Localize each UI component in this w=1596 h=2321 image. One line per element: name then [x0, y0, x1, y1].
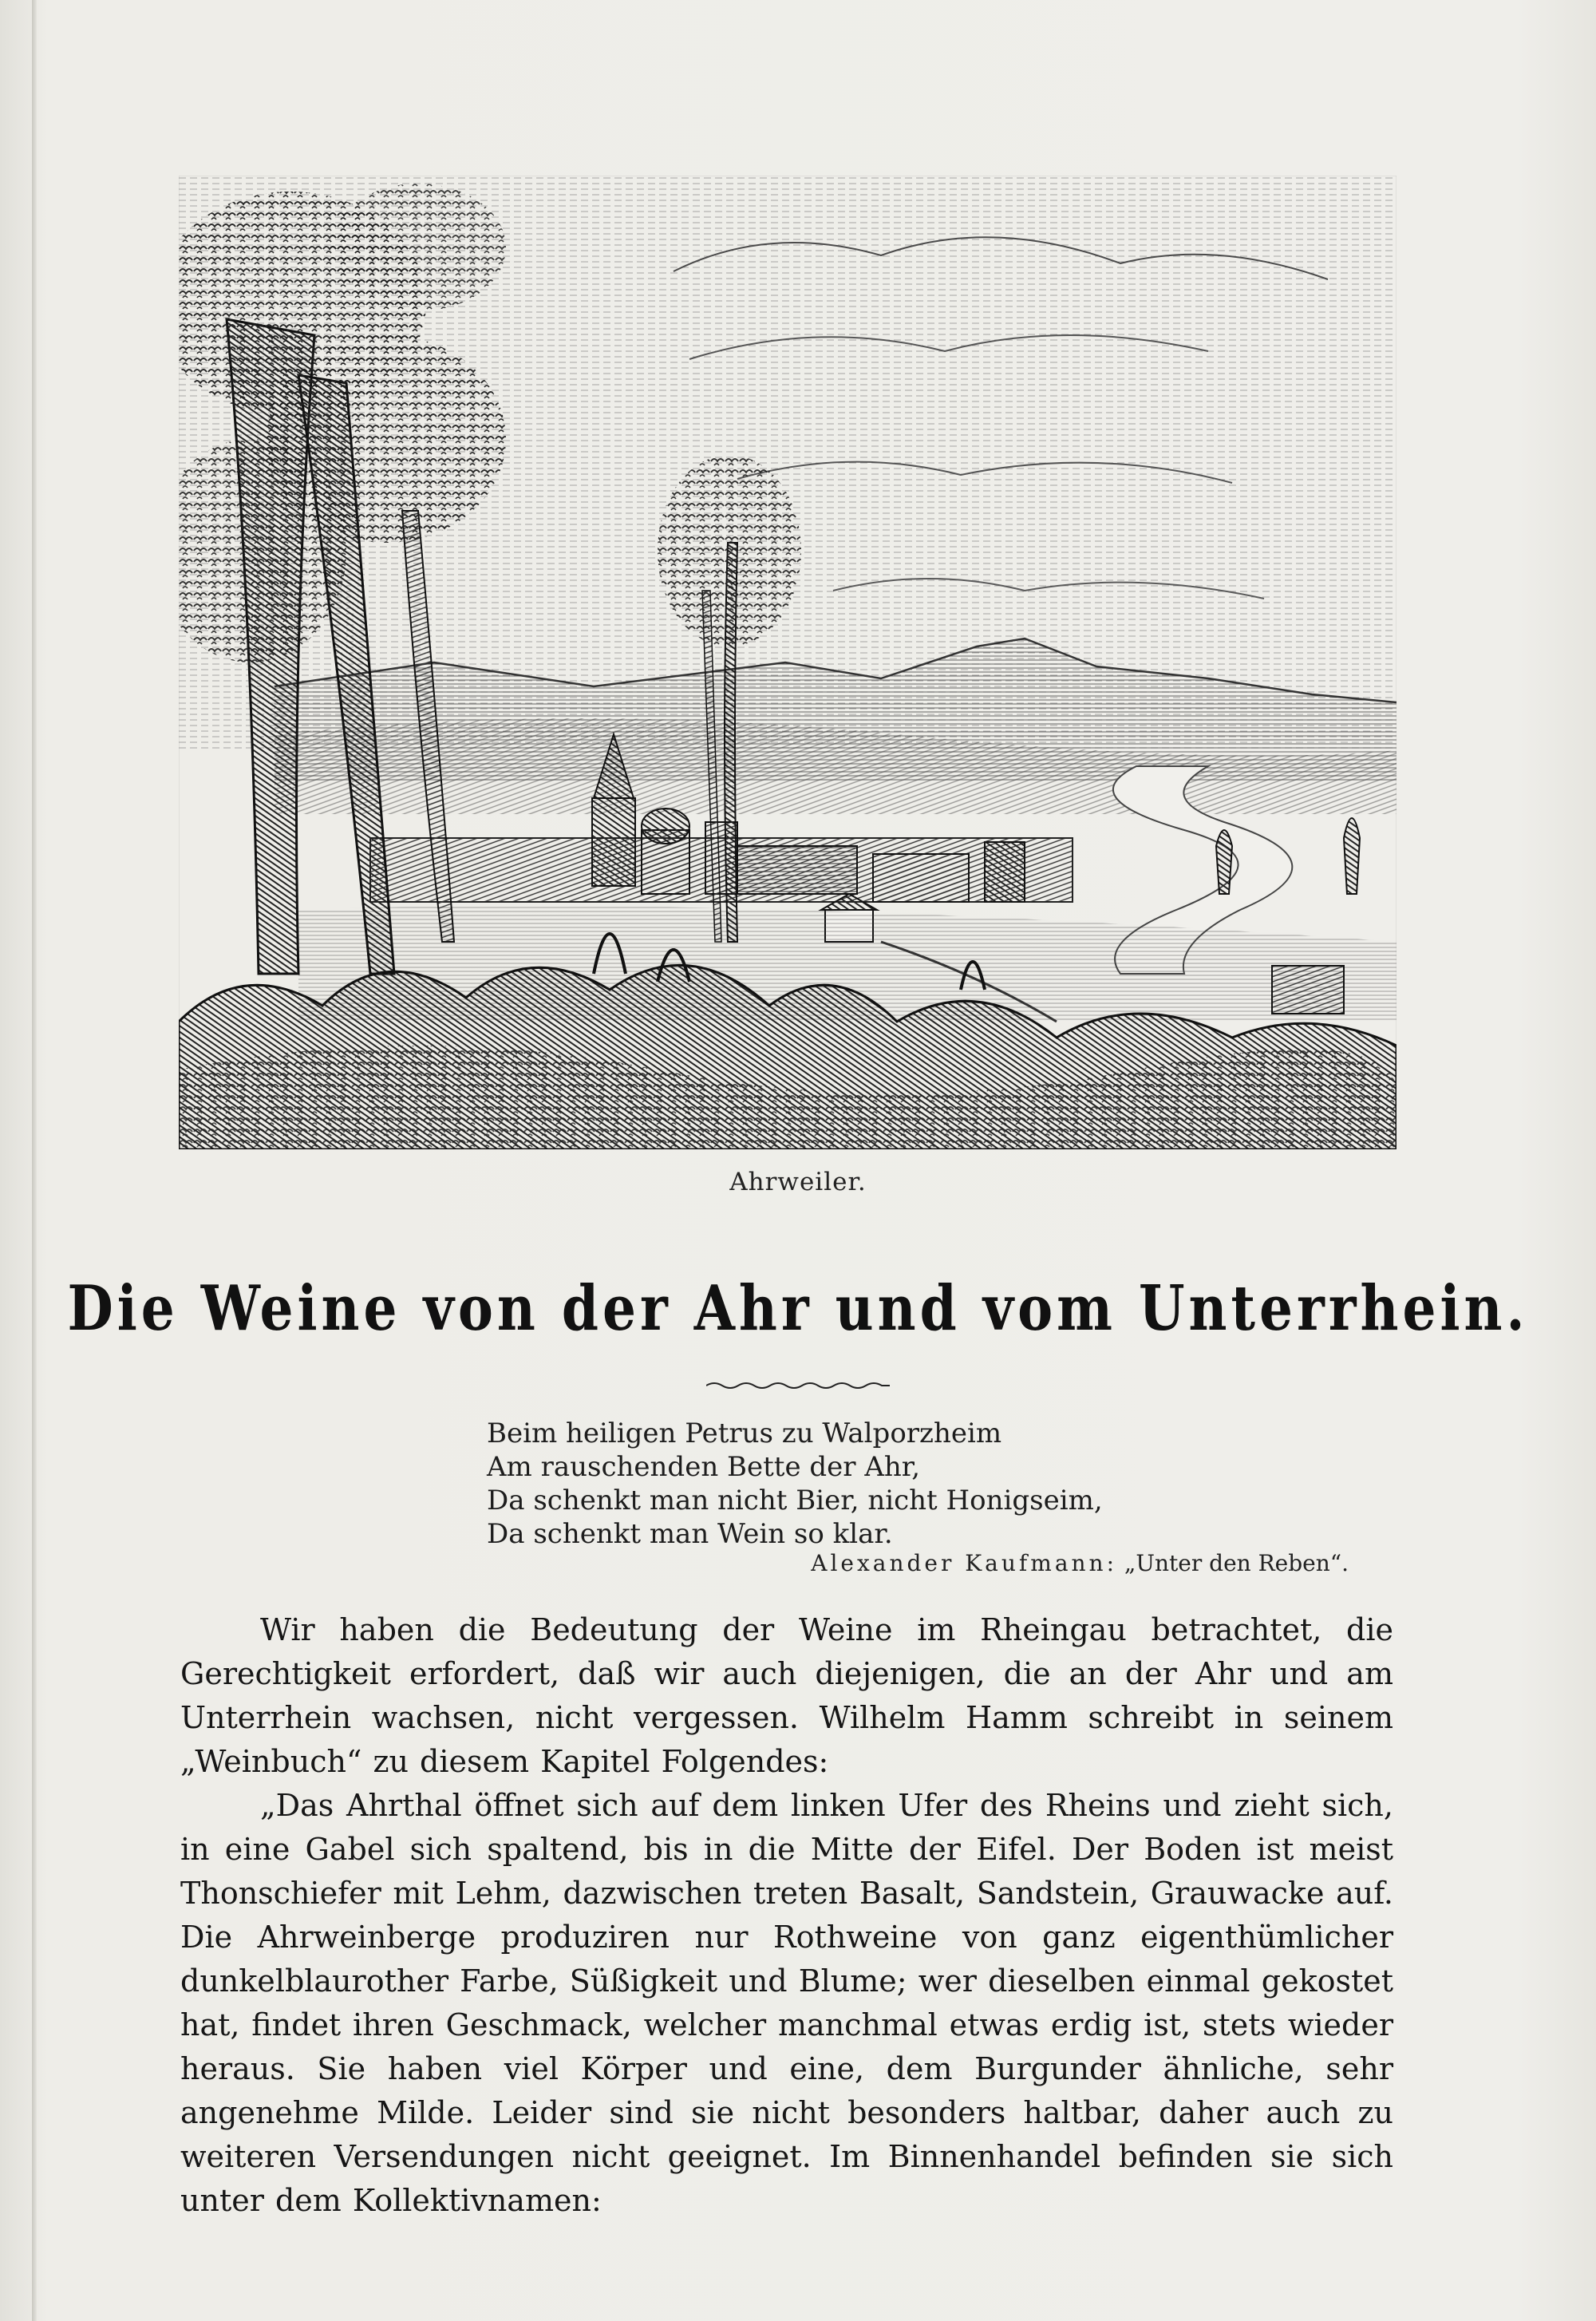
body-text [180, 1608, 1393, 2223]
verse-line: Da schenkt man nicht Bier, nicht Honigseim, [487, 1485, 1103, 1516]
verse-line: Beim heiligen Petrus zu Walporzheim [487, 1418, 1002, 1449]
page-gutter [32, 0, 37, 2321]
title-ornament-rule [706, 1381, 890, 1390]
chapter-title: Die Weine von der Ahr und vom Unterrhein. [67, 1271, 1529, 1346]
epigraph-verse [487, 1417, 1205, 1551]
illustration-caption: Ahrweiler. [729, 1168, 867, 1196]
epigraph-author: Alexander Kaufmann: [811, 1550, 1118, 1576]
body-paragraph: „Das Ahrthal öffnet sich auf dem linken Ufer des Rheins und zieht sich, in eine Gabel sich spaltend, bis in die Mitte der Eifel. Der Boden ist meist Thonschiefer mit Lehm, dazwischen treten Basalt, Sandstein, Grauwacke auf. Die Ahrweinberge produziren nur Rothweine von ganz eigenthümlicher dunkelblaurother Farbe, Süßigkeit und Blume; wer dieselben einmal gekostet hat, findet ihren Geschmack, welcher manchmal etwas erdig ist, stets wieder heraus. Sie haben viel Körper und eine, dem Burgunder ähnliche, sehr angenehme Milde. Leider sind sie nicht besonders haltbar, daher auch zu weiteren Versendungen nicht geeignet. Im Binnenhandel befinden sie sich unter dem Kollektivnamen: [180, 1788, 1393, 2218]
verse-line: Da schenkt man Wein so klar. [487, 1518, 893, 1550]
body-paragraph: Wir haben die Bedeutung der Weine im Rheingau betrachtet, die Gerechtigkeit erfordert, daß wir auch diejenigen, die an der Ahr und am Unterrhein wachsen, nicht vergessen. Wilhelm Hamm schreibt in seinem „Weinbuch“ zu diesem Kapitel Folgendes: [180, 1612, 1393, 1779]
ahrweiler-engraving [179, 176, 1396, 1149]
verse-line: Am rauschenden Bette der Ahr, [487, 1451, 921, 1483]
epigraph-source: „Unter den Reben“. [1124, 1550, 1349, 1576]
epigraph-attribution [774, 1550, 1349, 1576]
